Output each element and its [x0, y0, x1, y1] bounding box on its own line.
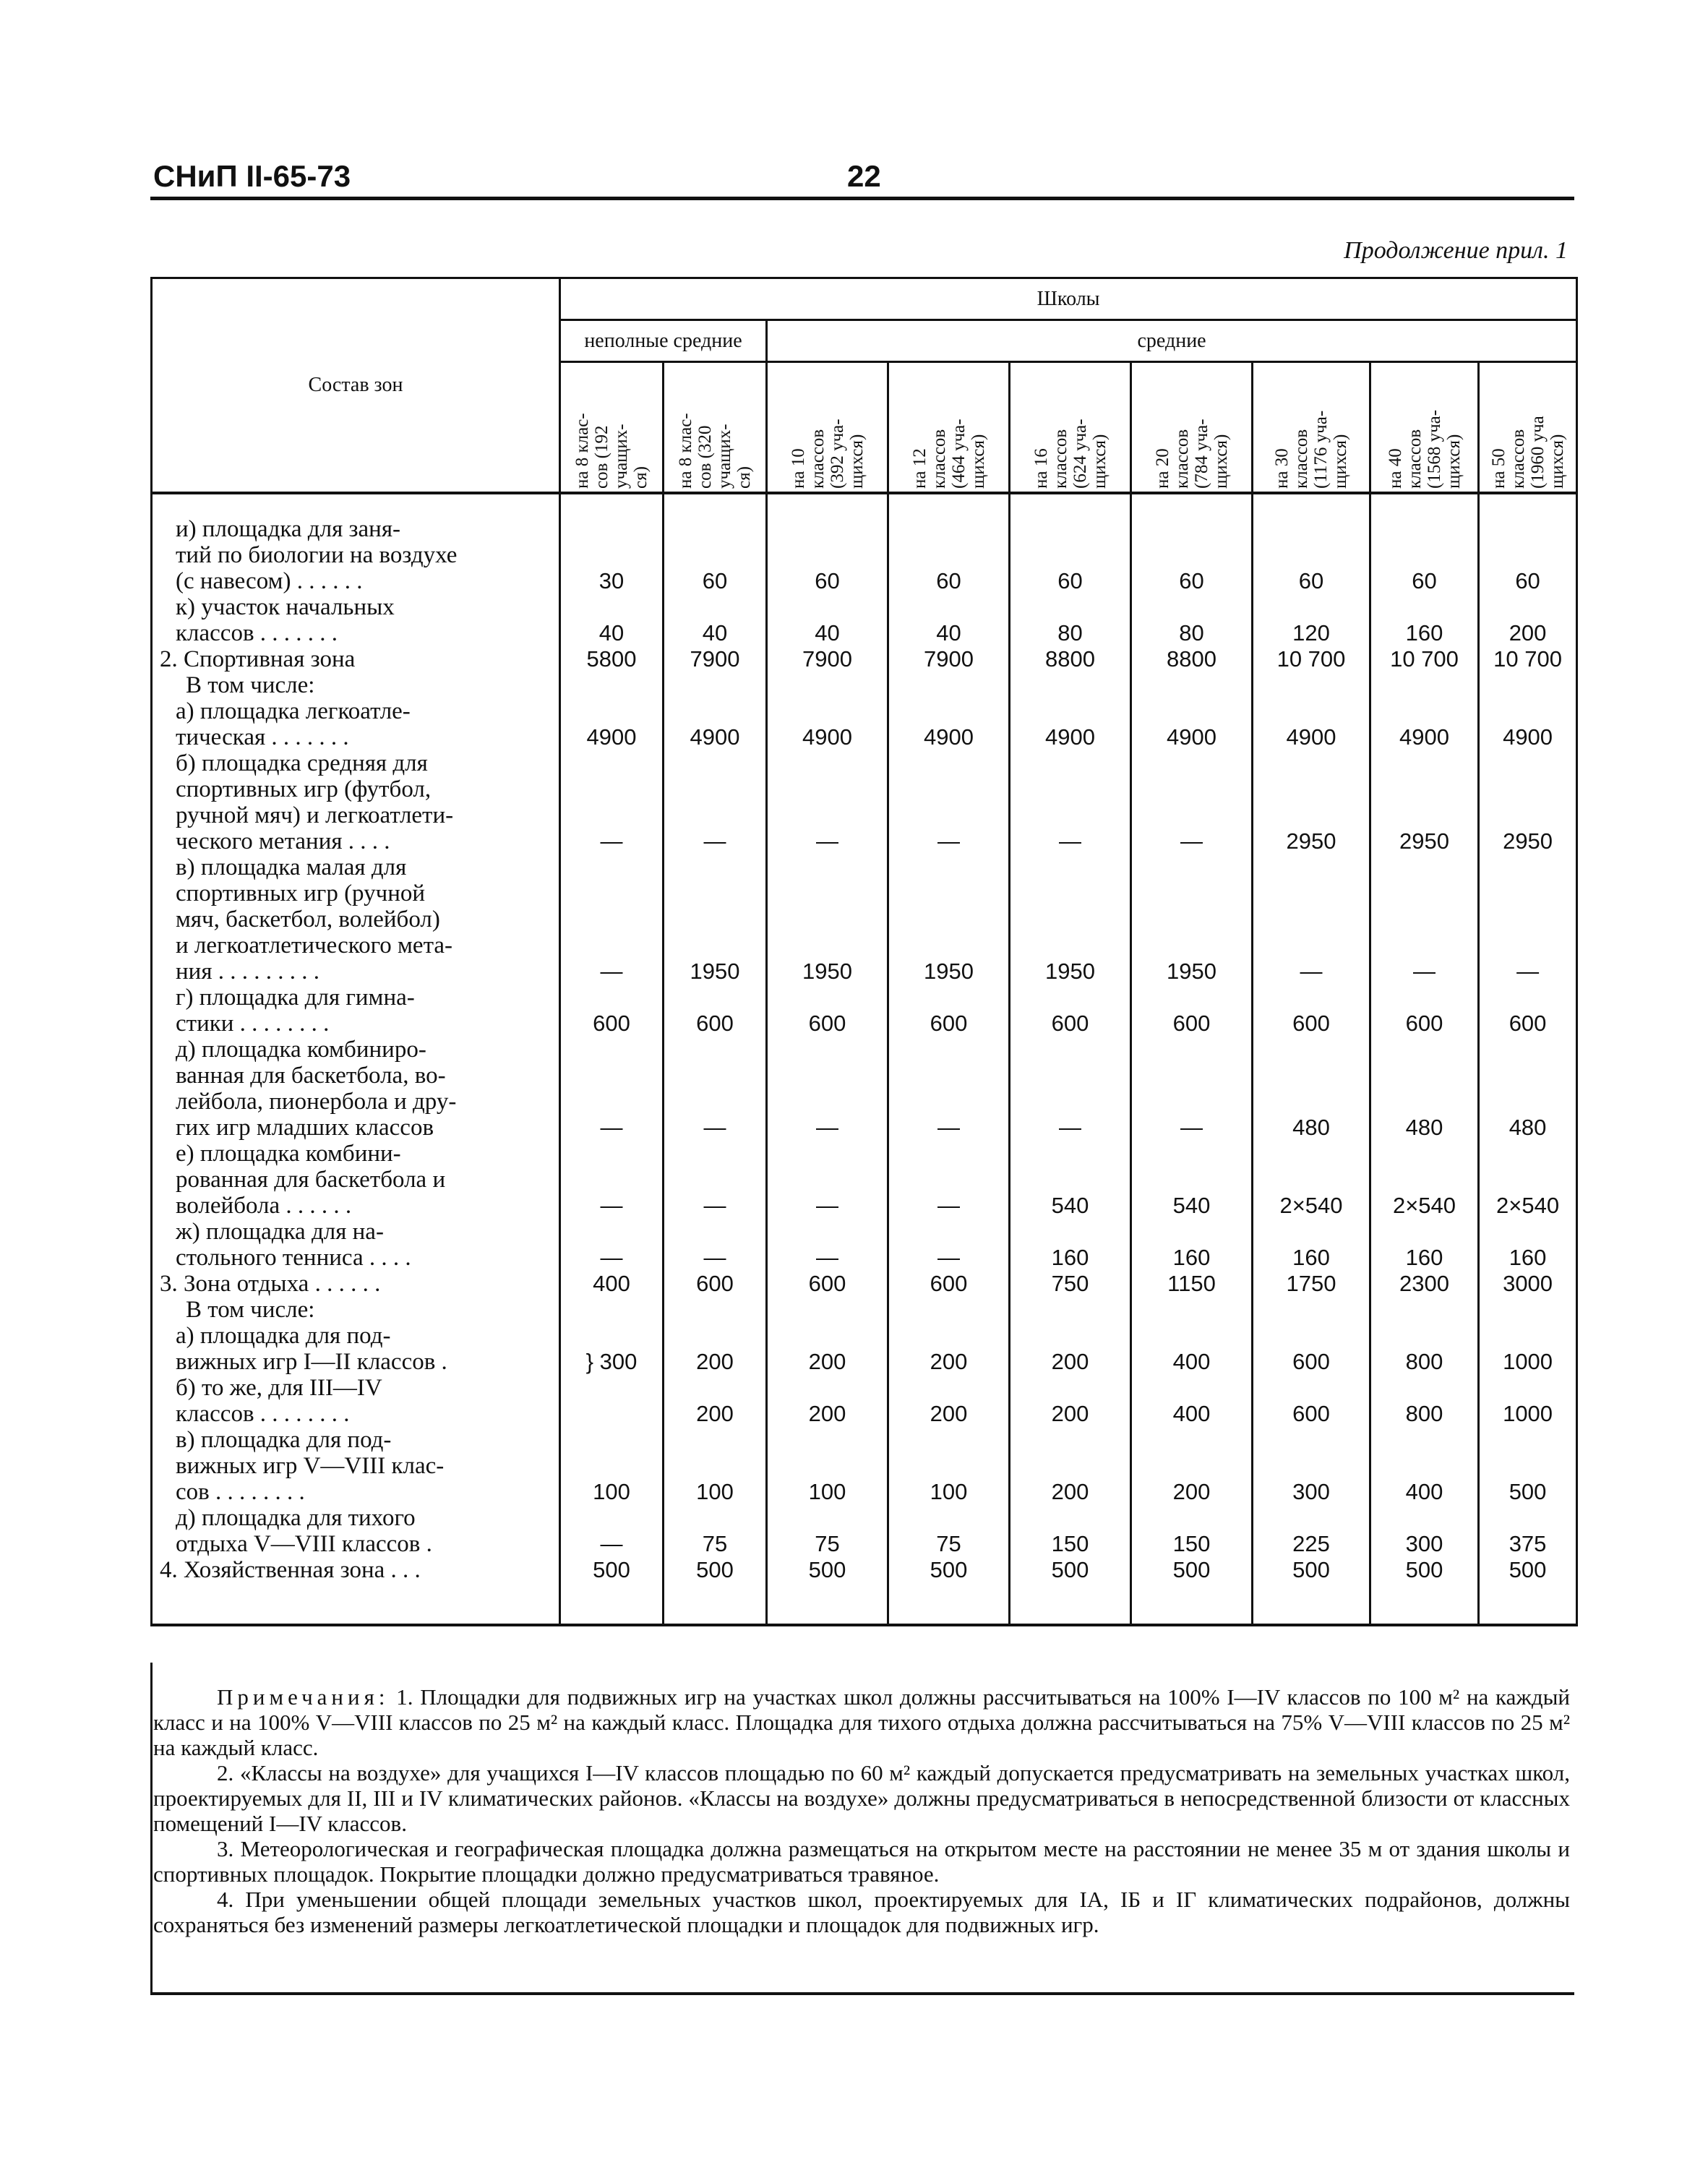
cell-value: 1950	[767, 854, 888, 985]
cell-value: 1000	[1479, 1375, 1577, 1427]
cell-value: 2300	[1370, 1271, 1479, 1297]
cell-value: 500	[1131, 1557, 1253, 1625]
cell-value: 200	[1131, 1427, 1253, 1505]
cell-value: 100	[560, 1427, 664, 1505]
cell-value: 500	[888, 1557, 1010, 1625]
cell-value: 4900	[1253, 698, 1370, 750]
column-header-text: на 8 клас- сов (320 учащих- ся)	[676, 413, 754, 489]
secondary-header: средние	[767, 320, 1577, 362]
column-header-text: на 20 классов (784 уча- щихся)	[1152, 419, 1231, 489]
table-row	[152, 646, 1577, 672]
table-row	[152, 1323, 1577, 1375]
incomplete-secondary-header: неполные средние	[560, 320, 767, 362]
table-row	[152, 1375, 1577, 1427]
cell-value: —	[1131, 750, 1253, 854]
cell-value: 160	[1479, 1219, 1577, 1271]
cell-value: —	[1010, 1037, 1131, 1141]
cell-value: —	[560, 1505, 664, 1557]
cell-value	[1131, 1297, 1253, 1323]
cell-value: 4900	[664, 698, 767, 750]
cell-value: 400	[1370, 1427, 1479, 1505]
cell-value: 200	[1010, 1375, 1131, 1427]
cell-value: 160	[1370, 594, 1479, 646]
cell-value: 600	[1253, 1323, 1370, 1375]
column-header-text: на 50 классов (1960 уча щихся)	[1488, 416, 1567, 489]
cell-value: 100	[664, 1427, 767, 1505]
column-header	[767, 362, 888, 494]
cell-value: 30	[560, 516, 664, 594]
table-row	[152, 1427, 1577, 1505]
cell-value: 200	[888, 1375, 1010, 1427]
row-label: 3. Зона отдыха . . . . . .	[152, 1271, 560, 1297]
row-label: 2. Спортивная зона	[152, 646, 560, 672]
cell-value: 160	[1253, 1219, 1370, 1271]
cell-value: 100	[888, 1427, 1010, 1505]
cell-value: 75	[888, 1505, 1010, 1557]
cell-value: 540	[1010, 1141, 1131, 1219]
row-label: ж) площадка для на- стольного тенниса . . . .	[152, 1219, 560, 1271]
cell-value	[1010, 1297, 1131, 1323]
cell-value: 2950	[1479, 750, 1577, 854]
cell-value: 40	[664, 594, 767, 646]
column-header	[1131, 362, 1253, 494]
table-row	[152, 1141, 1577, 1219]
cell-value	[1253, 1297, 1370, 1323]
footer-rule	[150, 1992, 1574, 1995]
cell-value: 150	[1131, 1505, 1253, 1557]
cell-value: 8800	[1131, 646, 1253, 672]
cell-value	[888, 1297, 1010, 1323]
cell-value: —	[1010, 750, 1131, 854]
cell-value: 500	[1010, 1557, 1131, 1625]
cell-value: 160	[1370, 1219, 1479, 1271]
cell-value: 40	[767, 594, 888, 646]
row-label: В том числе:	[152, 1297, 560, 1323]
cell-value: 1950	[888, 854, 1010, 985]
cell-value: 3000	[1479, 1271, 1577, 1297]
cell-value: 600	[1253, 985, 1370, 1037]
cell-value: 600	[1253, 1375, 1370, 1427]
table-row	[152, 1271, 1577, 1297]
cell-value: 80	[1131, 594, 1253, 646]
cell-value	[664, 1297, 767, 1323]
cell-value: 1950	[664, 854, 767, 985]
cell-value: —	[767, 1141, 888, 1219]
cell-value: 60	[664, 516, 767, 594]
cell-value: 4900	[1131, 698, 1253, 750]
table-row	[152, 594, 1577, 646]
cell-value: 60	[1010, 516, 1131, 594]
cell-value: 480	[1253, 1037, 1370, 1141]
cell-value: 200	[767, 1323, 888, 1375]
cell-value: 7900	[767, 646, 888, 672]
cell-value	[560, 672, 664, 698]
cell-value: 500	[664, 1557, 767, 1625]
cell-value: 4900	[767, 698, 888, 750]
column-header-text: на 8 клас- сов (192 учащих- ся)	[572, 413, 651, 489]
cell-value: 2×540	[1253, 1141, 1370, 1219]
cell-value	[1479, 672, 1577, 698]
cell-value	[888, 672, 1010, 698]
cell-value: —	[664, 1219, 767, 1271]
cell-value: —	[560, 854, 664, 985]
column-header	[560, 362, 664, 494]
column-header	[1010, 362, 1131, 494]
cell-value	[560, 1297, 664, 1323]
cell-value: 100	[767, 1427, 888, 1505]
table-row	[152, 1505, 1577, 1557]
cell-value: 200	[767, 1375, 888, 1427]
cell-value: —	[560, 750, 664, 854]
cell-value: 500	[1253, 1557, 1370, 1625]
cell-value: 4900	[1010, 698, 1131, 750]
cell-value: —	[560, 1219, 664, 1271]
cell-value: 600	[664, 1271, 767, 1297]
column-header-text: на 12 классов (464 уча- щихся)	[909, 419, 988, 489]
column-header	[1479, 362, 1577, 494]
cell-value: 4900	[560, 698, 664, 750]
notes-section	[153, 1684, 1570, 1937]
header-rule	[150, 197, 1574, 200]
cell-value: 400	[1131, 1375, 1253, 1427]
page-number: 22	[847, 159, 881, 193]
cell-value: 2950	[1370, 750, 1479, 854]
cell-value: 80	[1010, 594, 1131, 646]
cell-value: 600	[1010, 985, 1131, 1037]
column-header-text: на 10 классов (392 уча- щихся)	[788, 419, 867, 489]
cell-value: 800	[1370, 1323, 1479, 1375]
notes-left-rule	[150, 1663, 153, 1995]
row-label: в) площадка малая для спортивных игр (ручной мяч, баскетбол, волейбол) и легкоатлетического мета- ния . . . . . . . . .	[152, 854, 560, 985]
continuation-note: Продолжение прил. 1	[1344, 237, 1568, 264]
cell-value: 200	[664, 1323, 767, 1375]
cell-value	[1479, 1297, 1577, 1323]
cell-value	[767, 672, 888, 698]
cell-value: 2×540	[1370, 1141, 1479, 1219]
cell-value: 4900	[888, 698, 1010, 750]
cell-value: 2×540	[1479, 1141, 1577, 1219]
cell-value: 200	[664, 1375, 767, 1427]
table-row	[152, 516, 1577, 594]
table-row	[152, 672, 1577, 698]
row-label: 4. Хозяйственная зона . . .	[152, 1557, 560, 1625]
cell-value: 200	[888, 1323, 1010, 1375]
table-row	[152, 1219, 1577, 1271]
cell-value: —	[888, 750, 1010, 854]
cell-value: 600	[888, 1271, 1010, 1297]
cell-value: —	[767, 750, 888, 854]
cell-value: —	[1370, 854, 1479, 985]
cell-value	[1131, 672, 1253, 698]
cell-value: 4900	[1479, 698, 1577, 750]
cell-value: 1950	[1131, 854, 1253, 985]
cell-value: —	[560, 1141, 664, 1219]
cell-value: 8800	[1010, 646, 1131, 672]
cell-value	[664, 672, 767, 698]
row-label: б) площадка средняя для спортивных игр (футбол, ручной мяч) и легкоатлети- ческого метания . . . .	[152, 750, 560, 854]
cell-value: 200	[1010, 1427, 1131, 1505]
cell-value: 120	[1253, 594, 1370, 646]
cell-value: —	[664, 1037, 767, 1141]
cell-value	[1253, 672, 1370, 698]
cell-value: 2950	[1253, 750, 1370, 854]
cell-value: 60	[767, 516, 888, 594]
column-header-text: на 30 классов (1176 уча- щихся)	[1272, 410, 1350, 489]
row-label: в) площадка для под- вижных игр V—VIII клас- сов . . . . . . . .	[152, 1427, 560, 1505]
cell-value	[767, 1297, 888, 1323]
cell-value	[1010, 672, 1131, 698]
cell-value: 750	[1010, 1271, 1131, 1297]
cell-value: 1750	[1253, 1271, 1370, 1297]
cell-value: —	[1253, 854, 1370, 985]
column-header	[664, 362, 767, 494]
document-code: СНиП II-65-73	[153, 159, 351, 193]
cell-value: 540	[1131, 1141, 1253, 1219]
cell-value: 160	[1010, 1219, 1131, 1271]
cell-value: 60	[1479, 516, 1577, 594]
cell-value: 1950	[1010, 854, 1131, 985]
table-row	[152, 1297, 1577, 1323]
cell-value: 1000	[1479, 1323, 1577, 1375]
cell-value: 600	[1131, 985, 1253, 1037]
row-label: д) площадка комбиниро- ванная для баскетбола, во- лейбола, пионербола и дру- гих игр младших классов	[152, 1037, 560, 1141]
row-label: б) то же, для III—IV классов . . . . . . . .	[152, 1375, 560, 1427]
cell-value: —	[1131, 1037, 1253, 1141]
column-header	[1370, 362, 1479, 494]
cell-value: 500	[767, 1557, 888, 1625]
table-row	[152, 750, 1577, 854]
cell-value: 200	[1010, 1323, 1131, 1375]
cell-value: 600	[767, 985, 888, 1037]
cell-value: 600	[767, 1271, 888, 1297]
note-1	[153, 1684, 1570, 1760]
cell-value: 75	[767, 1505, 888, 1557]
column-header-text: на 40 классов (1568 уча- щихся)	[1385, 409, 1464, 489]
cell-value: 5800	[560, 646, 664, 672]
cell-value: 40	[888, 594, 1010, 646]
row-label: д) площадка для тихого отдыха V—VIII классов .	[152, 1505, 560, 1557]
cell-value: 4900	[1370, 698, 1479, 750]
column-header	[1253, 362, 1370, 494]
cell-value: 1150	[1131, 1271, 1253, 1297]
table-row	[152, 1557, 1577, 1625]
cell-value: 600	[664, 985, 767, 1037]
cell-value: 400	[1131, 1323, 1253, 1375]
cell-value: 500	[560, 1557, 664, 1625]
table-row	[152, 698, 1577, 750]
note-3: 3. Метеорологическая и географическая площадка должна размещаться на открытом месте на расстоянии не менее 35 м от здания школы и спортивных площадок. Покрытие площадки должно предусматриваться травяное.	[153, 1836, 1570, 1887]
cell-value: 600	[888, 985, 1010, 1037]
cell-value: —	[1479, 854, 1577, 985]
column-header	[888, 362, 1010, 494]
row-label: а) площадка легкоатле- тическая . . . . . . .	[152, 698, 560, 750]
notes-label: Примечания:	[217, 1684, 390, 1710]
cell-value: 60	[1253, 516, 1370, 594]
cell-value: 225	[1253, 1505, 1370, 1557]
cell-value: 600	[560, 985, 664, 1037]
cell-value: —	[888, 1141, 1010, 1219]
cell-value: 10 700	[1479, 646, 1577, 672]
schools-header: Школы	[560, 278, 1577, 320]
row-label: В том числе:	[152, 672, 560, 698]
table-row	[152, 985, 1577, 1037]
row-label: е) площадка комбини- рованная для баскетбола и волейбола . . . . . .	[152, 1141, 560, 1219]
zones-table	[150, 277, 1578, 1626]
cell-value: 480	[1370, 1037, 1479, 1141]
note-2: 2. «Классы на воздухе» для учащихся I—IV классов площадью по 60 м² каждый допускается предусматривать на земельных участках школ, проектируемых для II, III и IV климатических районов. «Классы на воздухе» должны предусматриваться в непосредственной близости от классных помещений I—IV классов.	[153, 1760, 1570, 1836]
note-4: 4. При уменьшении общей площади земельных участков школ, проектируемых для IА, IБ и IГ климатических подрайонов, должны сохраняться без изменений размеры легкоатлетической площадки и площадок для подвижных игр.	[153, 1887, 1570, 1937]
cell-value: 75	[664, 1505, 767, 1557]
cell-value: 300	[1253, 1427, 1370, 1505]
cell-value: 7900	[888, 646, 1010, 672]
cell-value: 400	[560, 1271, 664, 1297]
cell-value	[1370, 672, 1479, 698]
cell-value: —	[888, 1037, 1010, 1141]
cell-value: 500	[1479, 1427, 1577, 1505]
cell-value	[560, 1375, 664, 1427]
cell-value: } 300	[560, 1323, 664, 1375]
cell-value: 150	[1010, 1505, 1131, 1557]
cell-value: 375	[1479, 1505, 1577, 1557]
cell-value: —	[664, 750, 767, 854]
note-1-text: 1. Площадки для подвижных игр на участках школ должны рассчитываться на 100% I—IV классов по 100 м² на каждый класс и на 100% V—VIII классов по 25 м² на каждый класс. Площадка для тихого отдыха должна рассчитываться на 75% V—VIII классов по 25 м² на каждый класс.	[153, 1684, 1571, 1760]
cell-value: 800	[1370, 1375, 1479, 1427]
row-label: а) площадка для под- вижных игр I—II классов .	[152, 1323, 560, 1375]
cell-value: 200	[1479, 594, 1577, 646]
cell-value: 60	[1370, 516, 1479, 594]
cell-value: 10 700	[1370, 646, 1479, 672]
row-label: и) площадка для заня- тий по биологии на воздухе (с навесом) . . . . . .	[152, 516, 560, 594]
table-row	[152, 1037, 1577, 1141]
cell-value: 60	[1131, 516, 1253, 594]
cell-value: 60	[888, 516, 1010, 594]
cell-value: 480	[1479, 1037, 1577, 1141]
cell-value	[1370, 1297, 1479, 1323]
cell-value: 500	[1370, 1557, 1479, 1625]
cell-value: 300	[1370, 1505, 1479, 1557]
cell-value: —	[664, 1141, 767, 1219]
cell-value: —	[767, 1037, 888, 1141]
cell-value: 10 700	[1253, 646, 1370, 672]
zone-composition-header: Состав зон	[152, 278, 560, 494]
column-header-text: на 16 классов (624 уча- щихся)	[1031, 419, 1110, 489]
cell-value: 500	[1479, 1557, 1577, 1625]
row-label: к) участок начальных классов . . . . . . .	[152, 594, 560, 646]
cell-value: 600	[1370, 985, 1479, 1037]
cell-value: —	[888, 1219, 1010, 1271]
cell-value: —	[767, 1219, 888, 1271]
cell-value: 7900	[664, 646, 767, 672]
cell-value: 600	[1479, 985, 1577, 1037]
cell-value: —	[560, 1037, 664, 1141]
cell-value: 160	[1131, 1219, 1253, 1271]
row-label: г) площадка для гимна- стики . . . . . . . .	[152, 985, 560, 1037]
cell-value: 40	[560, 594, 664, 646]
table-row	[152, 854, 1577, 985]
